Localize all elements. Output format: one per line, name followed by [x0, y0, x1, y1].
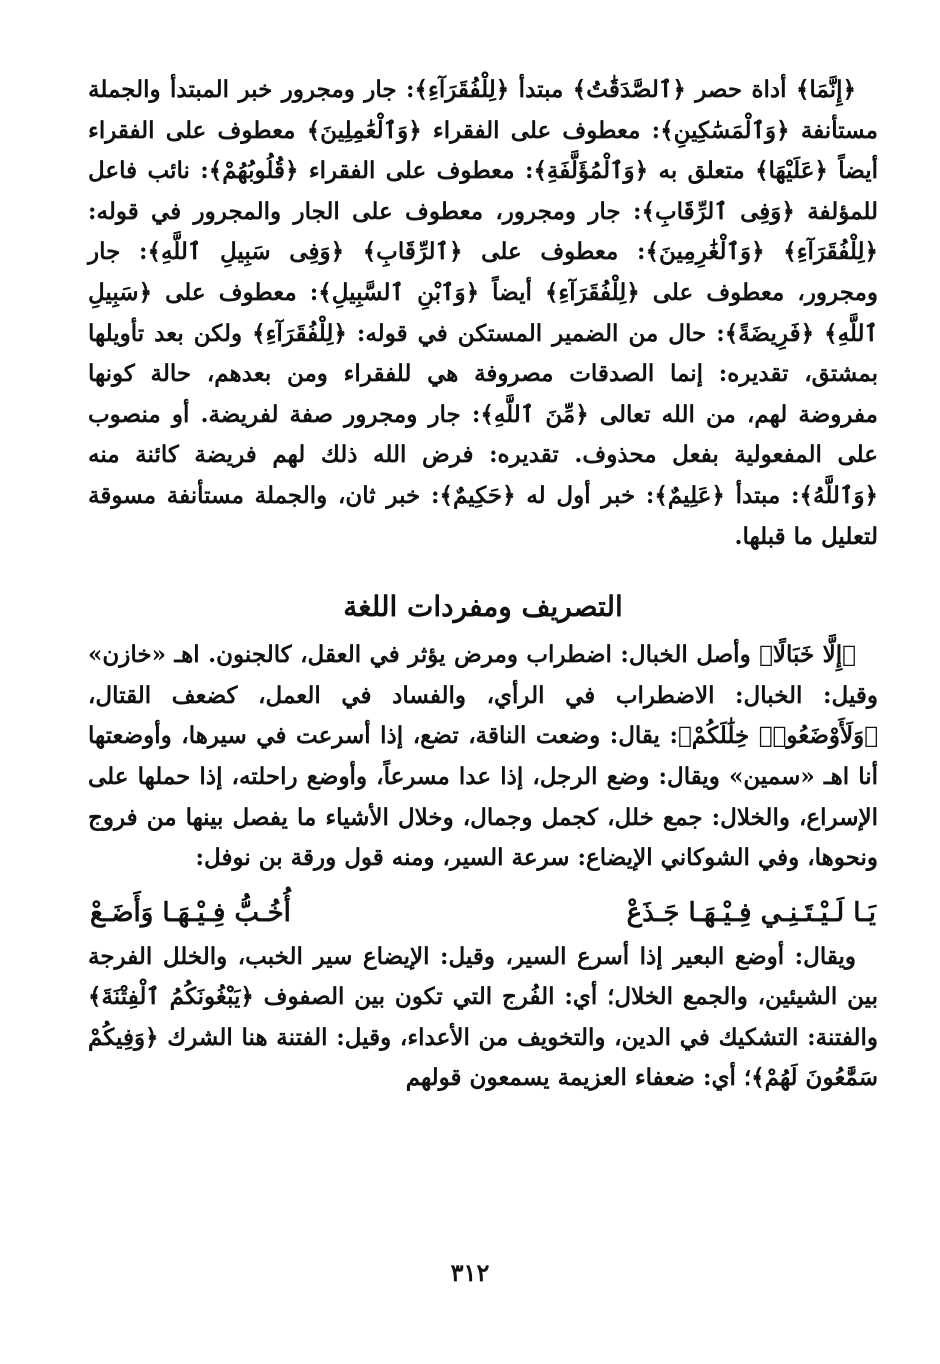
tafsir-paragraph: ﴿إِنَّمَا﴾ أداة حصر ﴿ٱلصَّدَقَٰتُ﴾ مبتدأ ﴿لِلْفُقَرَآءِ﴾: جار ومجرور خبر المبتدأ والجملة مستأنفة ﴿وَٱلْمَسَٰكِينِ﴾: معطوف على الفقراء ﴿وَٱلْعَٰمِلِينَ﴾ معطوف على الفقراء أيضاً ﴿عَلَيْهَا﴾ متعلق به ﴿وَٱلْمُؤَلَّفَةِ﴾: معطوف على الفقراء ﴿قُلُوبُهُمْ﴾: نائب فاعل للمؤلفة ﴿وَفِى ٱلرِّقَابِ﴾: جار ومجرور، معطوف على الجار والمجرور في قوله: ﴿لِلْفُقَرَآءِ﴾ ﴿وَٱلْغَٰرِمِينَ﴾: معطوف على ﴿ٱلرِّقَابِ﴾ ﴿وَفِى سَبِيلِ ٱللَّهِ﴾: جار ومجرور، معطوف على ﴿لِلْفُقَرَآءِ﴾ أيضاً ﴿وَٱبْنِ ٱلسَّبِيلِ﴾: معطوف على ﴿سَبِيلِ ٱللَّهِ﴾ ﴿فَرِيضَةً﴾: حال من الضمير المستكن في قوله: ﴿لِلْفُقَرَآءِ﴾ ولكن بعد تأويلها بمشتق، تقديره: إنما الصدقات مصروفة هي للفقراء ومن بعدهم، حالة كونها مفروضة لهم، من الله تعالى ﴿مِّنَ ٱللَّهِ﴾: جار ومجرور صفة لفريضة. أو منصوب على المفعولية بفعل محذوف. تقديره: فرض الله ذلك لهم فريضة كائنة منه ﴿وَٱللَّهُ﴾: مبتدأ ﴿عَلِيمٌ﴾: خبر أول له ﴿حَكِيمٌ﴾: خبر ثان، والجملة مستأنفة مسوقة لتعليل ما قبلها.	[88, 76, 878, 550]
vocabulary-paragraph-continued: ويقال: أوضع البعير إذا أسرع السير، وقيل: الإيضاع سير الخبب، والخلل الفرجة بين الشيئين، والجمع الخلال؛ أي: الفُرج التي تكون بين الصفوف ﴿يَبْغُونَكُمُ ٱلْفِتْنَةَ﴾ والفتنة: التشكيك في الدين، والتخويف من الأعداء، وقيل: الفتنة هنا الشرك ﴿وَفِيكُمْ سَمَّٰعُونَ لَهُمْ﴾؛ أي: ضعفاء العزيمة يسمعون قولهم	[88, 942, 878, 1092]
page-number: ٣١٢	[450, 1258, 490, 1287]
vocabulary-paragraph: ﴿إِلَّا خَبَالًا﴾ وأصل الخبال: اضطراب ومرض يؤثر في العقل، كالجنون. اهـ «خازن» وقيل: الخبال: الاضطراب في الرأي، والفساد في العمل، كضعف القتال، ﴿وَلَأَوْضَعُوا۟ خِلَٰلَكُمْ﴾: يقال: وضعت الناقة، تضع، إذا أسرعت في سيرها، وأوضعتها أنا اهـ «سمين» ويقال: وضع الرجل، إذا عدا مسرعاً، وأوضع راحلته، إذا حملها على الإسراع، والخلال: جمع خلل، كجمل وجمال، وخلال الأشياء ما يفصل بينها من فروج ونحوها، وفي الشوكاني الإيضاع: سرعة السير، ومنه قول ورقة بن نوفل:	[88, 641, 878, 872]
poem-hemistich-left: أُخُـبُّ فِـيْـهَـا وَأَضَـعْ	[90, 897, 291, 928]
poem-hemistich-right: يَـا لَـيْـتَـنِـي فِـيْـهَـا جَـذَعْ	[626, 897, 876, 928]
section-heading: التصريف ومفردات اللغة	[343, 590, 623, 624]
poem-verse	[88, 889, 878, 937]
page-body	[88, 70, 878, 1099]
